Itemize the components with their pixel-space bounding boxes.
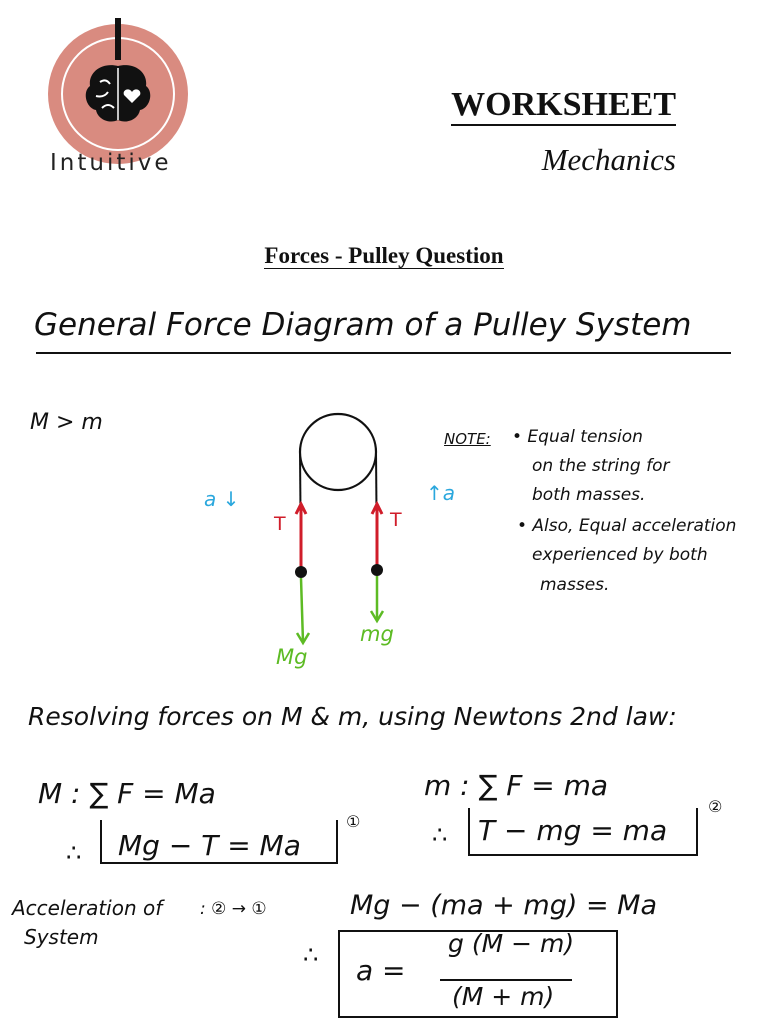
note-line: both masses.: [532, 485, 646, 505]
tension-label-left: T: [274, 513, 286, 535]
mass-m: [371, 564, 383, 576]
worksheet-title: WORKSHEET: [451, 86, 676, 126]
equation-M-result: Mg − T = Ma: [118, 829, 301, 862]
note-line: experienced by both: [532, 545, 708, 565]
logo-wordmark: Intuitive: [50, 150, 172, 176]
worksheet-subject: Mechanics: [541, 142, 676, 177]
tension-arrow-left: [296, 504, 306, 570]
note-line: on the string for: [532, 456, 670, 476]
diagram-heading: General Force Diagram of a Pulley System: [34, 307, 692, 343]
substitution-step: : ② → ①: [200, 899, 267, 919]
question-title: Forces - Pulley Question: [264, 243, 504, 268]
note-line: masses.: [540, 575, 610, 595]
accel-label-line2: System: [24, 925, 99, 949]
final-a-lhs: a =: [356, 954, 406, 987]
weight-label-left: Mg: [276, 645, 308, 669]
fraction-denominator: (M + m): [452, 982, 555, 1011]
weight-label-right: mg: [360, 622, 394, 646]
note-line: • Also, Equal acceleration: [517, 516, 737, 536]
accel-label-left: a ↓: [204, 487, 240, 511]
therefore-symbol: ∴: [303, 941, 319, 969]
pulley-wheel: [300, 414, 376, 490]
mass-M: [295, 566, 307, 578]
acceleration-equation: Mg − (ma + mg) = Ma: [350, 890, 657, 921]
fraction-bar: [440, 979, 572, 981]
accel-label-line1: Acceleration of: [12, 896, 163, 920]
therefore-symbol: ∴: [432, 821, 448, 849]
weight-arrow-left: [297, 578, 309, 643]
equation-1-tag: ①: [346, 812, 361, 831]
equation-m-sum: m : ∑ F = ma: [424, 769, 609, 802]
equation-m-result: T − mg = ma: [478, 814, 668, 847]
equation-2-tag: ②: [708, 797, 723, 816]
therefore-symbol: ∴: [66, 839, 82, 867]
weight-arrow-right: [371, 576, 383, 621]
resolving-statement: Resolving forces on M & m, using Newtons 2nd law:: [28, 702, 677, 731]
equation-M-sum: M : ∑ F = Ma: [38, 777, 216, 810]
tension-label-right: T: [390, 509, 402, 531]
tension-arrow-right: [372, 504, 382, 568]
note-line: • Equal tension: [512, 427, 643, 447]
accel-label-right: ↑a: [426, 481, 456, 505]
mass-condition: M > m: [30, 410, 103, 435]
fraction-numerator: g (M − m): [448, 929, 575, 958]
note-label: NOTE:: [444, 430, 491, 448]
